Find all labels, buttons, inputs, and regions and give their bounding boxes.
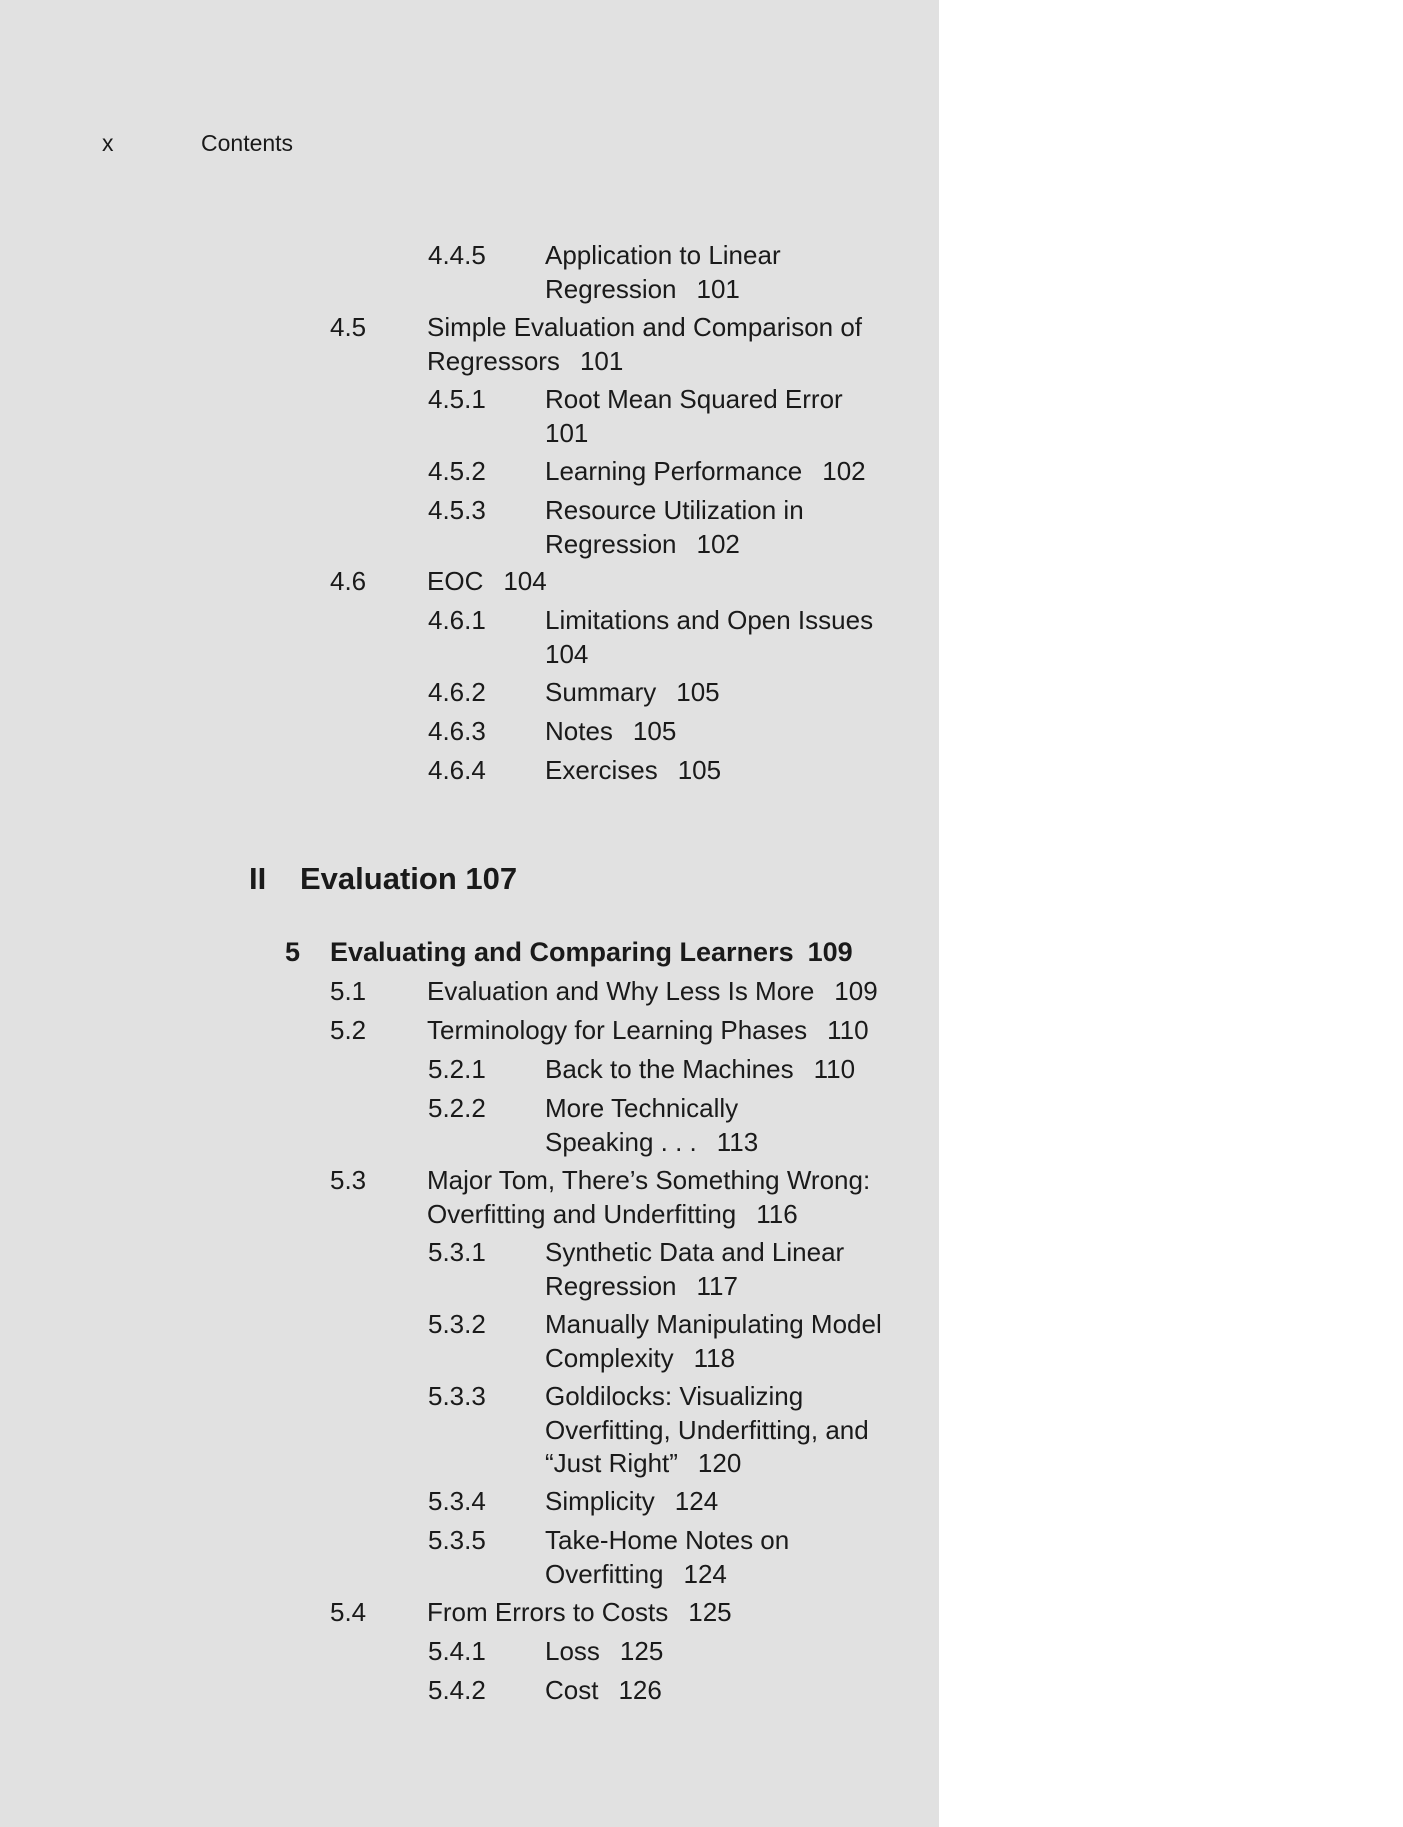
toc-entry-title: Cost: [545, 1675, 599, 1705]
toc-entry-title: More Technically Speaking . . .: [545, 1093, 739, 1157]
toc-entry-number: 4.6: [330, 566, 367, 596]
toc-entry-page: 104: [545, 638, 589, 669]
toc-entry-number: 4.4.5: [428, 240, 486, 270]
toc-entry-title: Limitations and Open Issues: [545, 605, 874, 635]
toc-entry-number: 5.1: [330, 976, 367, 1006]
toc-entry-page: 110: [813, 1054, 856, 1084]
toc-entry-page: 101: [545, 417, 589, 448]
toc-entry-title: Notes: [545, 716, 613, 746]
toc-entry-page: 101: [696, 273, 740, 304]
toc-entry-number: 5.3.1: [428, 1237, 486, 1267]
toc-part-number: II: [249, 861, 267, 896]
toc-entry-number: 5.3: [330, 1165, 367, 1195]
toc-entry-page: 118: [693, 1342, 736, 1373]
toc-entry-page: 124: [683, 1558, 727, 1589]
toc-entry-page: 113: [716, 1126, 759, 1157]
toc-entry-number: 5.4.2: [428, 1675, 486, 1705]
toc-entry-title: Loss: [545, 1636, 600, 1666]
toc-entry-title: Goldilocks: Visualizing Overfitting, Underfitting, and “Just Right”: [545, 1381, 869, 1478]
toc-entry-number: 5.3.2: [428, 1309, 486, 1339]
toc-entry-number: 5.2.2: [428, 1093, 486, 1123]
toc-entry-title: Major Tom, There’s Something Wrong: Overfitting and Underfitting: [427, 1165, 871, 1229]
toc-entry-title: Simple Evaluation and Comparison of Regressors: [427, 312, 863, 376]
toc-entry-page: 110: [827, 1015, 869, 1045]
toc-entry-number: 4.6.2: [428, 677, 486, 707]
toc-entry-number: 5.2: [330, 1015, 367, 1045]
toc-entry-title: From Errors to Costs: [427, 1597, 669, 1627]
toc-entry-title: Synthetic Data and Linear Regression: [545, 1237, 845, 1301]
toc-entry-number: 5.2.1: [428, 1054, 486, 1084]
toc-entry-number: 4.6.3: [428, 716, 486, 746]
toc-entry-number: 4.6.1: [428, 605, 486, 635]
toc-entry-number: 4.6.4: [428, 755, 486, 785]
toc-entry-title: Summary: [545, 677, 657, 707]
toc-entry-page: 105: [676, 677, 720, 707]
toc-entry-page: 126: [618, 1675, 662, 1705]
running-head-page-number: x: [102, 130, 114, 156]
toc-entry-number: 5.4: [330, 1597, 367, 1627]
toc-entry-number: 4.5.2: [428, 456, 486, 486]
toc-entry-title: Resource Utilization in Regression: [545, 495, 804, 559]
toc-chapter-page: 109: [807, 937, 853, 967]
toc-entry-page: 102: [696, 528, 740, 559]
toc-entry-title: EOC: [427, 566, 484, 596]
toc-entry-title: Back to the Machines: [545, 1054, 794, 1084]
toc-entry-number: 5.3.4: [428, 1486, 486, 1516]
toc-entry-title: Manually Manipulating Model Complexity: [545, 1309, 882, 1373]
toc-entry-page: 125: [688, 1597, 732, 1627]
toc-entry-page: 101: [579, 345, 624, 376]
toc-part-page: 107: [465, 861, 518, 896]
toc-entry-title: Learning Performance: [545, 456, 803, 486]
toc-entry-number: 4.5.1: [428, 384, 486, 414]
toc-entry-page: 117: [696, 1270, 738, 1301]
toc-entry-number: 5.4.1: [428, 1636, 486, 1666]
toc-entry-number: 4.5.3: [428, 495, 486, 525]
toc-part-title: Evaluation: [300, 861, 457, 896]
toc-entry-title: Application to Linear Regression: [545, 240, 781, 304]
toc-entry-title: Simplicity: [545, 1486, 655, 1516]
toc-entry-number: 5.3.5: [428, 1525, 486, 1555]
toc-chapter-number: 5: [285, 937, 301, 967]
toc-chapter-title: Evaluating and Comparing Learners: [330, 937, 794, 967]
toc-entry-page: 125: [619, 1636, 664, 1666]
toc-entry-title: Root Mean Squared Error: [545, 384, 843, 414]
toc-entry-title: Evaluation and Why Less Is More: [427, 976, 815, 1006]
running-head-title: Contents: [201, 130, 294, 156]
toc-entry-page: 124: [674, 1486, 719, 1516]
toc-entry-page: 120: [697, 1448, 742, 1478]
toc-entry-number: 4.5: [330, 312, 367, 342]
toc-entry-page: 102: [822, 456, 866, 486]
toc-entry-page: 104: [503, 566, 547, 596]
toc-entry-page: 116: [756, 1198, 798, 1229]
toc-entry-page: 109: [834, 976, 878, 1006]
toc-entry-title: Terminology for Learning Phases: [427, 1015, 808, 1045]
toc-entry-number: 5.3.3: [428, 1381, 486, 1411]
toc-entry-page: 105: [632, 716, 677, 746]
toc-entry-title: Take-Home Notes on Overfitting: [545, 1525, 790, 1589]
toc-entry-page: 105: [677, 755, 722, 785]
toc-entry-title: Exercises: [545, 755, 658, 785]
